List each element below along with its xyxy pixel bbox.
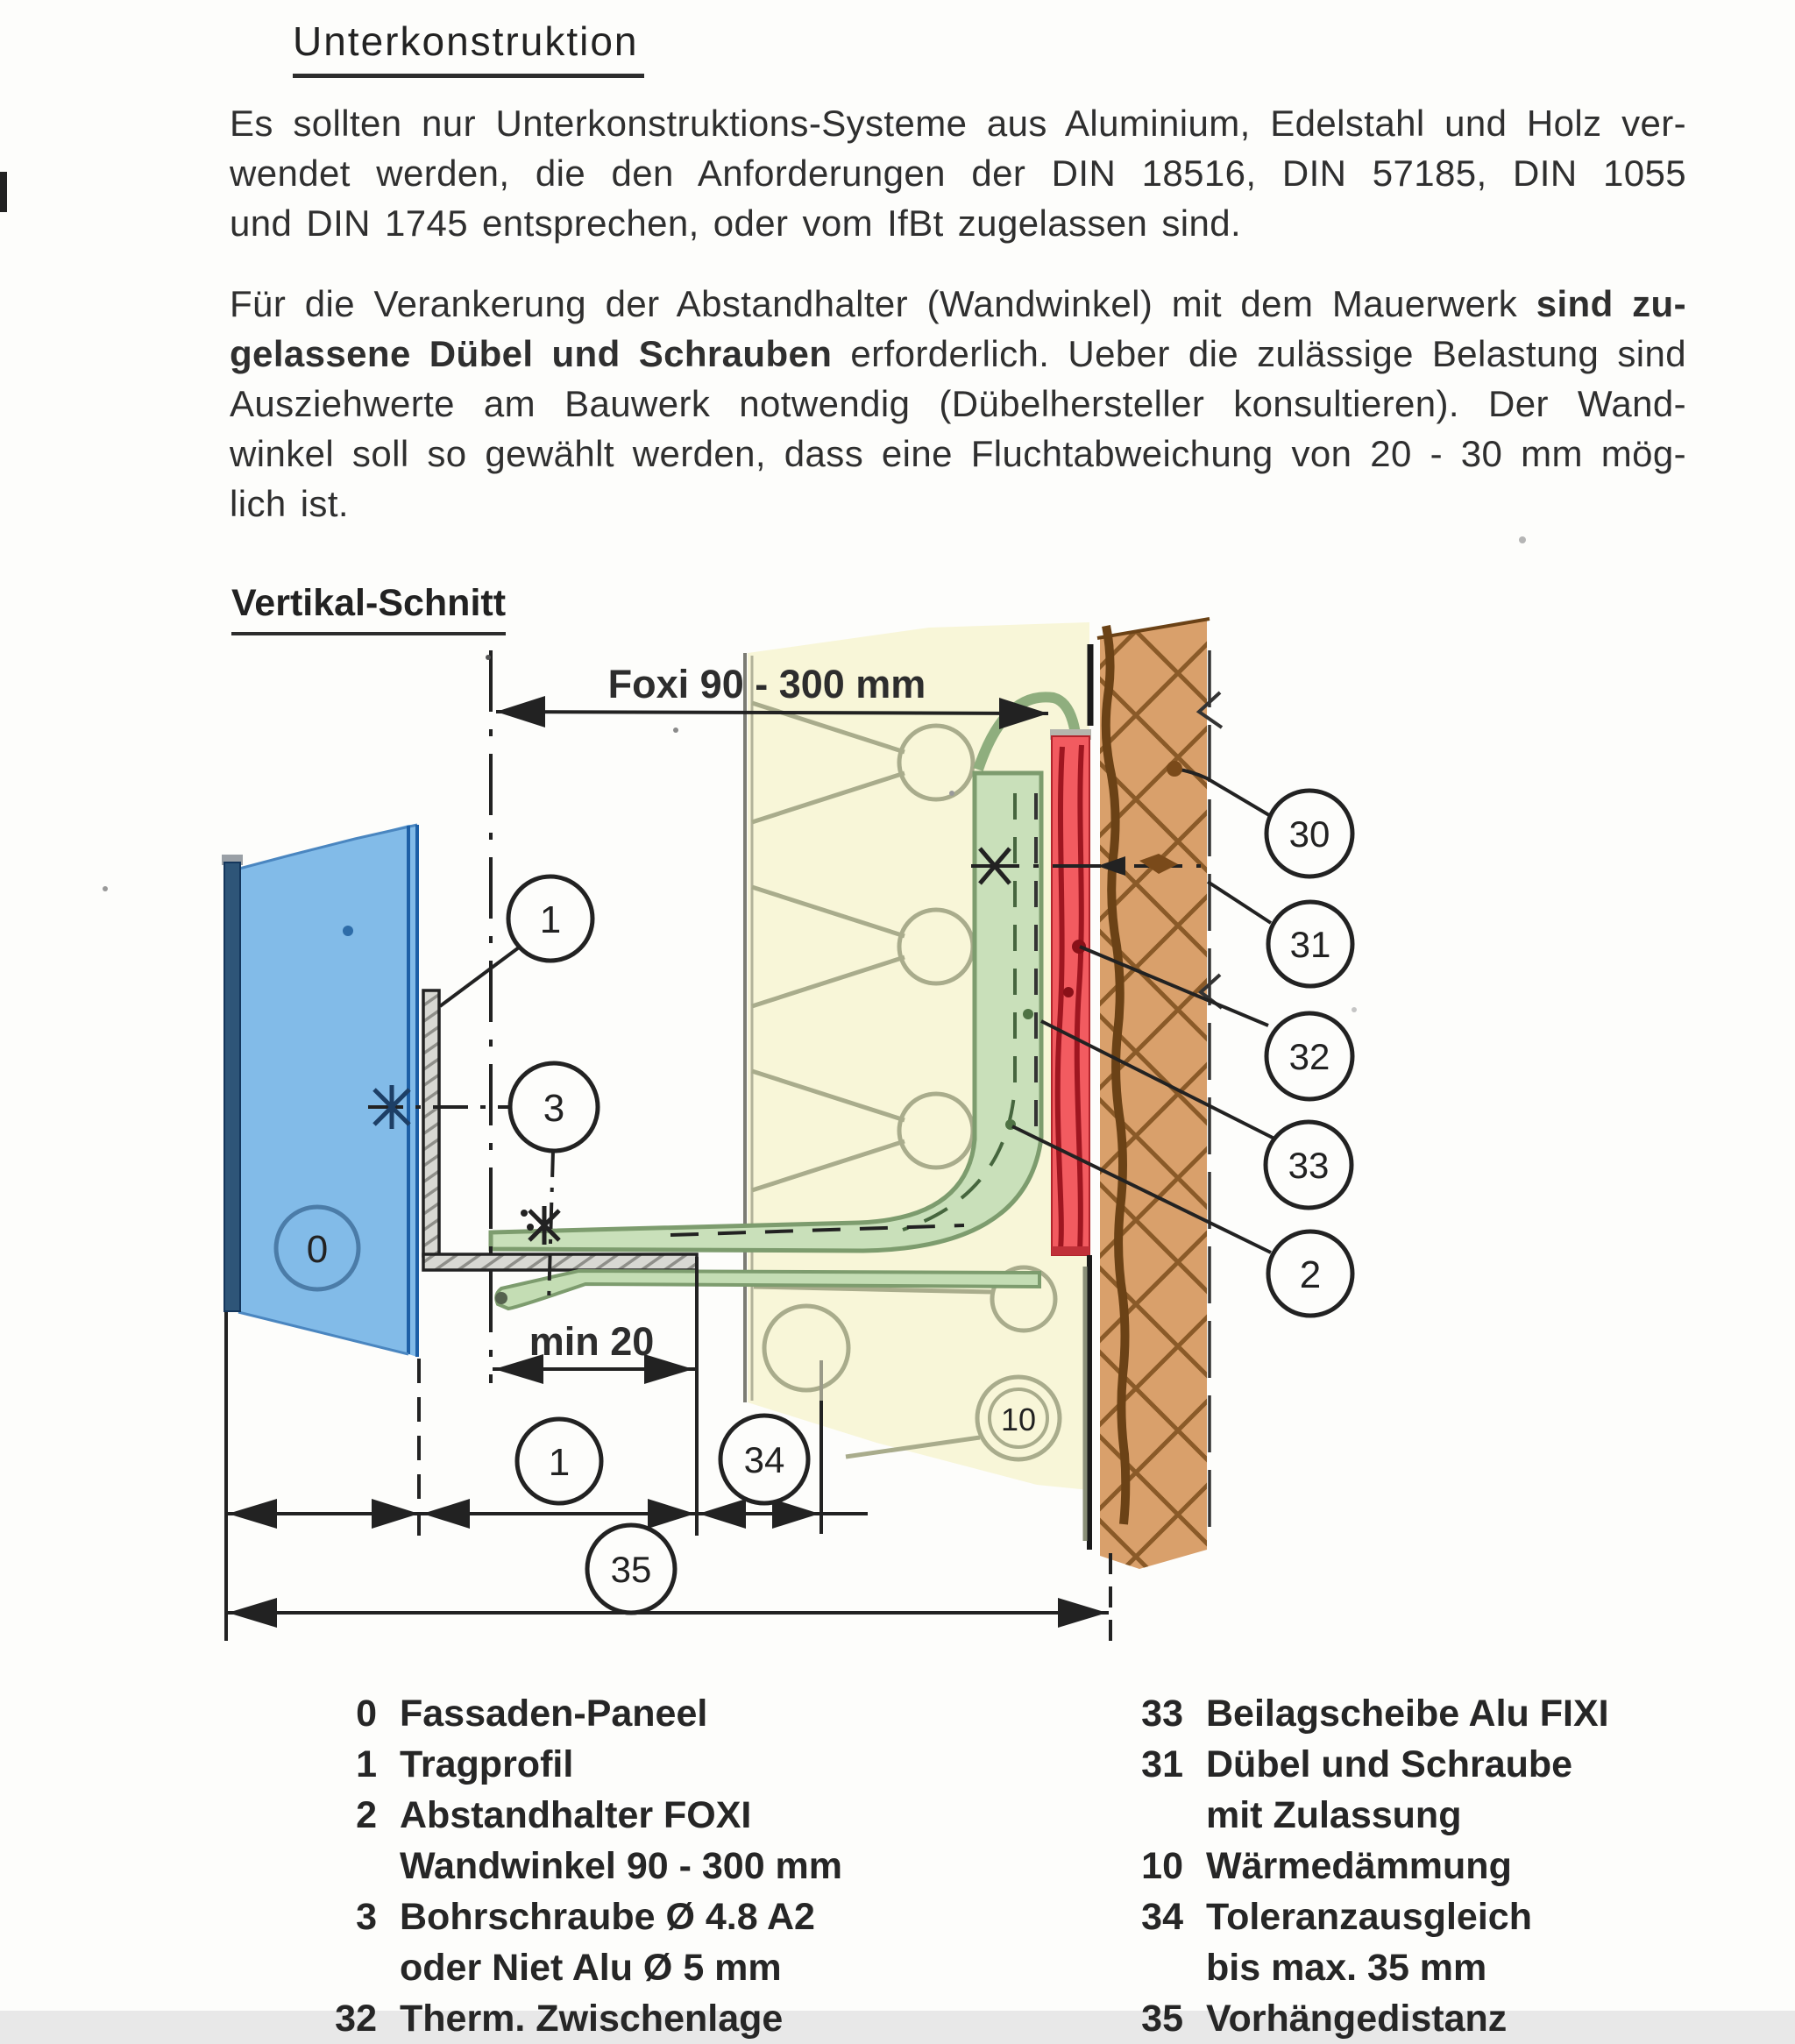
text-run: erforderlich. Ueber die zulässige Belastung sind — [832, 333, 1686, 374]
svg-text:3: 3 — [543, 1087, 565, 1130]
legend-number: 32 — [335, 1998, 377, 2040]
legend-row — [314, 1688, 842, 1739]
svg-text:1: 1 — [539, 898, 562, 941]
legend-text: Wärmedämmung — [1206, 1845, 1512, 1887]
legend-text: oder Niet Alu Ø 5 mm — [400, 1947, 782, 1989]
legend-number: 31 — [1141, 1743, 1183, 1785]
svg-text:32: 32 — [1288, 1036, 1330, 1077]
svg-text:35: 35 — [610, 1549, 652, 1590]
svg-text:33: 33 — [1288, 1145, 1330, 1186]
panel-outer-skin — [224, 862, 240, 1311]
legend-text: Tragprofil — [400, 1743, 574, 1785]
section-heading: Vertikal-Schnitt — [231, 582, 506, 635]
masonry-wall — [1085, 619, 1222, 1569]
legend-row — [1120, 1942, 1609, 1993]
text-run-bold: gelassene Dübel und Schrauben — [230, 333, 833, 374]
legend-number — [314, 1841, 377, 1891]
paragraph-line: lich ist. — [230, 483, 349, 524]
legend-number: 34 — [1141, 1896, 1183, 1938]
svg-text:0: 0 — [306, 1228, 329, 1271]
svg-text:34: 34 — [743, 1439, 785, 1480]
callout-circle-35 — [587, 1525, 675, 1613]
legend-text: Therm. Zwischenlage — [400, 1998, 784, 2040]
legend-number: 0 — [356, 1693, 377, 1735]
callout-circle-10 — [977, 1377, 1060, 1459]
callout-circle-34 — [720, 1416, 808, 1503]
legend-text: mit Zulassung — [1206, 1794, 1462, 1836]
legend-row — [1120, 1891, 1609, 1942]
paragraph-line: Ausziehwerte am Bauwerk notwendig (Dübelhersteller konsultieren). Der Wand- — [230, 383, 1686, 424]
callout-circle-30 — [1266, 791, 1352, 877]
legend-row — [314, 1841, 842, 1891]
legend-number: 33 — [1141, 1693, 1183, 1735]
legend-row — [1120, 1790, 1609, 1841]
legend-number: 10 — [1141, 1845, 1183, 1887]
callout-circle-32 — [1266, 1013, 1352, 1099]
legend-row — [314, 1891, 842, 1942]
facade-panel — [222, 825, 417, 1357]
legend-row — [1120, 1993, 1609, 2044]
callout-circle-1-top — [508, 877, 592, 961]
legend-text: Abstandhalter FOXI — [400, 1794, 752, 1836]
svg-text:1: 1 — [548, 1441, 571, 1484]
legend-number — [314, 1942, 377, 1993]
dim-min20-label: min 20 — [529, 1319, 655, 1364]
paragraph-line: Es sollten nur Unterkonstruktions-Systeme aus Aluminium, Edelstahl und Holz ver- — [230, 103, 1686, 144]
legend-text: Toleranzausgleich — [1206, 1896, 1532, 1938]
legend-row — [314, 1790, 842, 1841]
callout-circle-33 — [1266, 1122, 1352, 1208]
legend-text: Wandwinkel 90 - 300 mm — [400, 1845, 843, 1887]
svg-text:10: 10 — [1000, 1402, 1037, 1437]
svg-text:31: 31 — [1289, 924, 1331, 965]
text-run-bold: sind zu- — [1536, 283, 1686, 324]
legend-text: Fassaden-Paneel — [400, 1693, 708, 1735]
legend-text: Bohrschraube Ø 4.8 A2 — [400, 1896, 815, 1938]
legend-text: Beilagscheibe Alu FIXI — [1206, 1693, 1609, 1735]
callout-circle-3 — [510, 1063, 598, 1151]
legend-right-column — [1120, 1688, 1609, 2044]
paragraph-line: und DIN 1745 entsprechen, oder vom IfBt zugelassen sind. — [230, 202, 1242, 244]
paragraph-line: winkel soll so gewählt werden, dass eine Fluchtabweichung von 20 - 30 mm mög- — [230, 433, 1686, 474]
legend-row — [1120, 1841, 1609, 1891]
legend-text: Dübel und Schraube — [1206, 1743, 1573, 1785]
callout-circle-31 — [1268, 902, 1352, 986]
legend-left-column — [314, 1688, 842, 2044]
legend-text: Vorhängedistanz — [1206, 1998, 1508, 2040]
svg-text:30: 30 — [1288, 813, 1330, 855]
paragraph-line: wendet werden, die den Anforderungen der DIN 18516, DIN 57185, DIN 1055 — [230, 153, 1686, 194]
legend-row — [314, 1993, 842, 2044]
callout-circle-2 — [1268, 1231, 1352, 1316]
legend-row — [1120, 1739, 1609, 1790]
legend-number: 3 — [356, 1896, 377, 1938]
thermal-separation-pad — [1050, 729, 1091, 1255]
svg-text:2: 2 — [1299, 1253, 1322, 1296]
legend-text: bis max. 35 mm — [1206, 1947, 1487, 1989]
legend-row — [314, 1942, 842, 1993]
text-run: Für die Verankerung der Abstandhalter (Wandwinkel) mit dem Mauerwerk — [230, 283, 1536, 324]
callout-circle-1-bottom — [517, 1419, 601, 1503]
legend-number: 35 — [1141, 1998, 1183, 2040]
legend-number: 2 — [356, 1794, 377, 1836]
legend-number: 1 — [356, 1743, 377, 1785]
legend-row — [1120, 1688, 1609, 1739]
legend-row — [314, 1739, 842, 1790]
page-title: Unterkonstruktion — [293, 18, 644, 78]
dim-foxi-label: Foxi 90 - 300 mm — [607, 662, 926, 706]
legend-number — [1120, 1790, 1183, 1841]
legend-number — [1120, 1942, 1183, 1993]
